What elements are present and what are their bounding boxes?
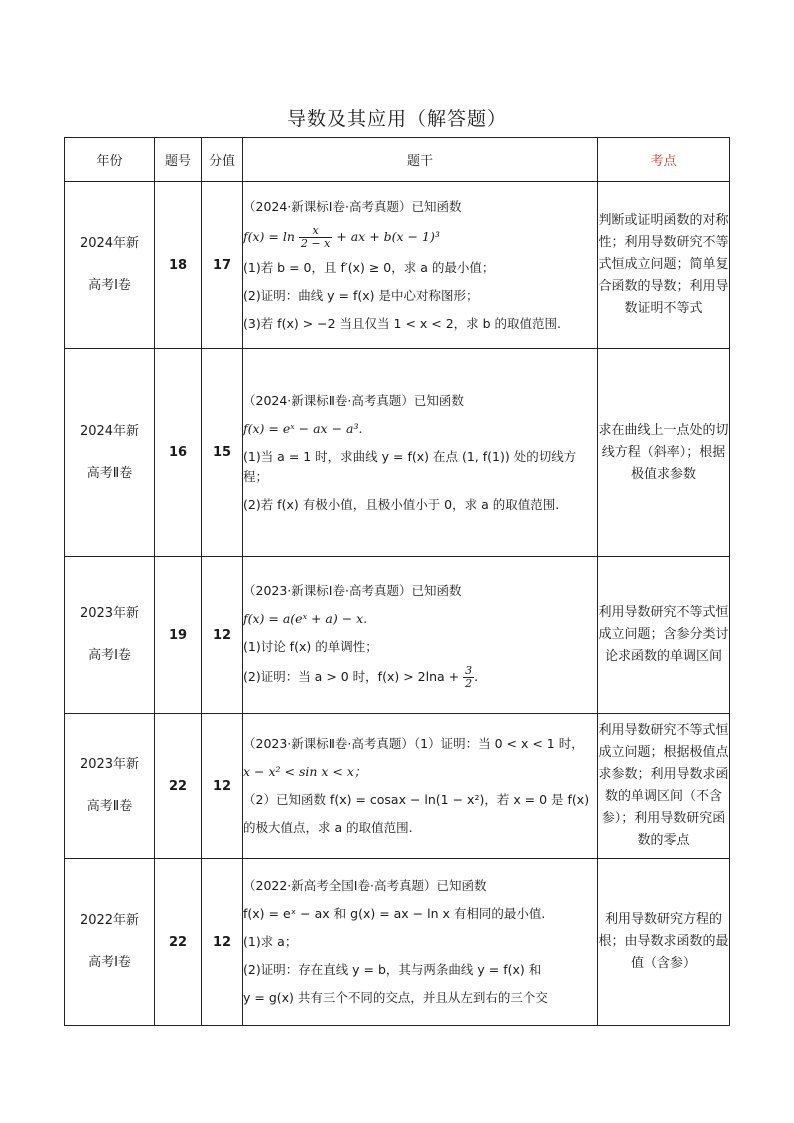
kaodian-cell: 判断或证明函数的对称性；利用导数研究不等式恒成立问题；简单复合函数的导数；利用导数证明不等式 — [598, 182, 730, 349]
stem-formula: x − x² < sin x < x； — [243, 764, 367, 779]
kaodian-cell: 求在曲线上一点处的切线方程（斜率）；根据极值求参数 — [598, 349, 730, 557]
stem-formula: f(x) = eˣ − ax − a³. — [243, 420, 363, 436]
question-score: 17 — [202, 182, 243, 349]
questions-table — [64, 137, 730, 1026]
year-line: 2023年新 — [79, 757, 140, 772]
question-stem — [243, 714, 598, 859]
header-kaodian: 考点 — [598, 138, 730, 182]
table-row — [65, 557, 730, 714]
page-title: 导数及其应用（解答题） — [286, 108, 507, 130]
question-number: 16 — [155, 349, 202, 557]
fraction-denominator: 2 — [465, 676, 473, 690]
year-line: 高考Ⅱ卷 — [86, 799, 133, 814]
fraction — [463, 665, 474, 690]
fraction-denominator: 2 − x — [300, 236, 331, 250]
stem-line: (2)若 f(x) 有极小值，且极小值小于 0，求 a 的取值范围. — [243, 496, 560, 512]
year-line: 高考Ⅰ卷 — [88, 955, 131, 970]
year-line: 高考Ⅰ卷 — [88, 278, 131, 293]
stem-line: (2)证明：曲线 y = f(x) 是中心对称图形； — [243, 287, 479, 303]
fraction-numerator: 3 — [465, 663, 473, 677]
year-cell — [65, 557, 155, 714]
year-line: 2022年新 — [79, 913, 140, 928]
year-line: 高考Ⅰ卷 — [88, 648, 131, 663]
stem-text: . — [474, 668, 479, 684]
stem-line: （2023·新课标Ⅰ卷·高考真题）已知函数 — [243, 582, 462, 598]
year-line: 2024年新 — [79, 236, 140, 251]
fraction-numerator: x — [299, 225, 332, 238]
stem-text: (2)证明：当 a > 0 时，f(x) > 2lna + — [243, 668, 464, 684]
year-cell — [65, 182, 155, 349]
question-number: 22 — [155, 714, 202, 859]
question-stem — [243, 557, 598, 714]
stem-line: (1)若 b = 0，且 f′(x) ≥ 0，求 a 的最小值； — [243, 259, 495, 275]
formula-part: + ax + b(x − 1)³ — [332, 228, 440, 244]
question-stem — [243, 182, 598, 349]
stem-formula — [243, 221, 597, 254]
table-row — [65, 714, 730, 859]
table-header-row — [65, 138, 730, 182]
stem-formula: f(x) = eˣ − ax 和 g(x) = ax − ln x 有相同的最小值. — [243, 906, 546, 921]
question-number: 18 — [155, 182, 202, 349]
question-stem — [243, 349, 598, 557]
year-cell — [65, 349, 155, 557]
year-line: 高考Ⅱ卷 — [86, 465, 133, 481]
formula-part: f(x) = ln — [243, 228, 295, 244]
stem-line: (1)求 a； — [243, 934, 298, 949]
header-year: 年份 — [65, 138, 155, 182]
kaodian-cell: 利用导数研究不等式恒成立问题；根据极值点求参数；利用导数求函数的单调区间（不含参）；利用导数研究函数的零点 — [598, 714, 730, 859]
stem-line: (3)若 f(x) > −2 当且仅当 1 < x < 2，求 b 的取值范围. — [243, 315, 562, 331]
year-line: 2024年新 — [79, 423, 140, 439]
year-cell — [65, 859, 155, 1026]
stem-line — [243, 661, 597, 694]
stem-line: （2024·新课标Ⅰ卷·高考真题）已知函数 — [243, 198, 462, 214]
table-row — [65, 859, 730, 1026]
table-row — [65, 182, 730, 349]
header-score: 分值 — [202, 138, 243, 182]
question-score: 12 — [202, 714, 243, 859]
question-number: 22 — [155, 859, 202, 1026]
question-score: 12 — [202, 859, 243, 1026]
stem-line: 的极大值点，求 a 的取值范围. — [243, 820, 413, 835]
year-line: 2023年新 — [79, 606, 140, 621]
kaodian-cell: 利用导数研究不等式恒成立问题；含参分类讨论求函数的单调区间 — [598, 557, 730, 714]
stem-line: (2)证明：存在直线 y = b，其与两条曲线 y = f(x) 和 — [243, 962, 542, 977]
stem-line: （2024·新课标Ⅱ卷·高考真题）已知函数 — [243, 392, 464, 408]
stem-line: （2）已知函数 f(x) = cosax − ln(1 − x²)，若 x = 0 是 f(x) — [243, 792, 590, 807]
stem-line: y = g(x) 共有三个不同的交点，并且从左到右的三个交 — [243, 990, 548, 1005]
question-score: 12 — [202, 557, 243, 714]
stem-formula: f(x) = a(eˣ + a) − x. — [243, 610, 368, 626]
question-stem — [243, 859, 598, 1026]
stem-line: (1)当 a = 1 时，求曲线 y = f(x) 在点 (1, f(1)) 处的切线方程； — [243, 448, 577, 484]
question-number: 19 — [155, 557, 202, 714]
stem-line: （2022·新高考全国Ⅰ卷·高考真题）已知函数 — [243, 878, 487, 893]
stem-line: （2023·新课标Ⅱ卷·高考真题）（1）证明：当 0 < x < 1 时， — [243, 736, 584, 751]
question-score: 15 — [202, 349, 243, 557]
fraction — [299, 225, 332, 250]
stem-line: (1)讨论 f(x) 的单调性； — [243, 638, 378, 654]
year-cell — [65, 714, 155, 859]
table-row — [65, 349, 730, 557]
kaodian-cell: 利用导数研究方程的根；由导数求函数的最值（含参） — [598, 859, 730, 1026]
header-num: 题号 — [155, 138, 202, 182]
header-stem: 题干 — [243, 138, 598, 182]
